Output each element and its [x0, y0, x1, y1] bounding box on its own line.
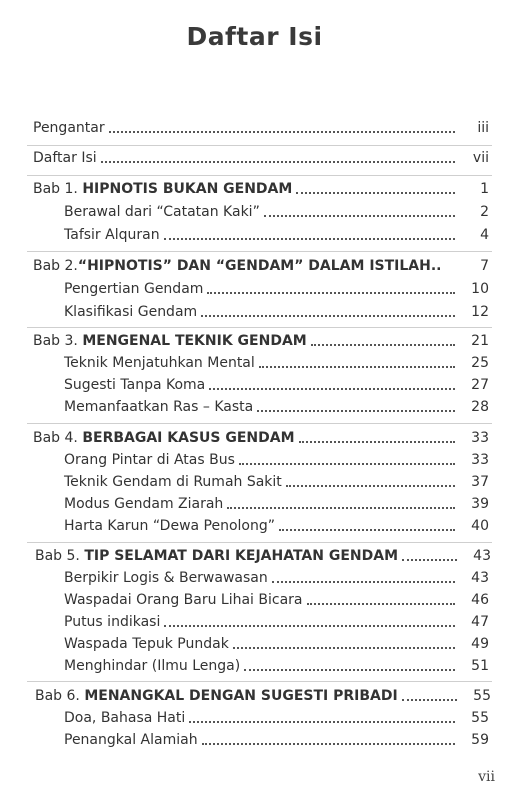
toc-entry-page: 39 — [471, 496, 489, 512]
section-divider — [27, 175, 492, 176]
dot-leader — [207, 292, 455, 294]
dot-leader — [233, 647, 455, 649]
chapter-title: MENGENAL TEKNIK GENDAM — [82, 333, 307, 349]
toc-entry-page: 43 — [473, 548, 491, 564]
dot-leader — [272, 581, 455, 583]
chapter-entry — [33, 428, 489, 448]
section-label: Tafsir Alquran — [64, 227, 160, 243]
chapter-entry — [35, 686, 491, 706]
chapter-entry — [33, 256, 489, 276]
toc-entry-page: 10 — [471, 281, 489, 297]
toc-entry-page: 37 — [471, 474, 489, 490]
toc-entry-page: 49 — [471, 636, 489, 652]
chapter-title: BERBAGAI KASUS GENDAM — [82, 430, 295, 446]
section-label: Berpikir Logis & Berwawasan — [64, 570, 268, 586]
section-entry — [64, 590, 489, 610]
chapter-title: HIPNOTIS BUKAN GENDAM — [82, 181, 293, 197]
section-label: Teknik Menjatuhkan Mental — [64, 355, 255, 371]
section-label: Berawal dari “Catatan Kaki” — [64, 204, 260, 220]
section-divider — [27, 251, 492, 252]
section-label: Harta Karun “Dewa Penolong” — [64, 518, 276, 534]
chapter-entry — [33, 179, 489, 199]
section-label: Putus indikasi — [64, 614, 161, 630]
dot-leader — [164, 238, 455, 240]
toc-entry-page: 40 — [471, 518, 489, 534]
section-entry — [64, 353, 489, 373]
chapter-label — [33, 179, 292, 199]
section-label: Menghindar (Ilmu Lenga) — [64, 658, 241, 674]
dot-leader — [189, 721, 455, 723]
chapter-number: Bab 1. — [33, 181, 83, 197]
toc-entry-page: 47 — [471, 614, 489, 630]
chapter-title: MENANGKAL DENGAN SUGESTI PRIBADI — [84, 688, 398, 704]
dot-leader — [311, 344, 455, 346]
chapter-number: Bab 5. — [35, 548, 85, 564]
chapter-number: Bab 3. — [33, 333, 83, 349]
toc-entry-page: iii — [477, 120, 489, 136]
chapter-number: Bab 4. — [33, 430, 83, 446]
section-entry — [64, 612, 489, 632]
section-label: Sugesti Tanpa Koma — [64, 377, 206, 393]
section-entry — [64, 302, 489, 322]
dot-leader — [296, 192, 455, 194]
section-entry — [64, 708, 489, 728]
section-label: Doa, Bahasa Hati — [64, 710, 186, 726]
toc-entry-page: 33 — [471, 430, 489, 446]
chapter-title: “HIPNOTIS” DAN “GENDAM” DALAM ISTILAH.. — [77, 258, 442, 274]
section-divider — [27, 327, 492, 328]
dot-leader — [257, 410, 455, 412]
dot-leader — [244, 669, 455, 671]
toc-entry-page: 43 — [471, 570, 489, 586]
chapter-label — [35, 546, 398, 566]
section-entry — [64, 225, 489, 245]
section-entry — [64, 397, 489, 417]
toc-entry-page: 21 — [471, 333, 489, 349]
toc-entry-page: 33 — [471, 452, 489, 468]
dot-leader — [239, 463, 455, 465]
section-label: Penangkal Alamiah — [64, 732, 198, 748]
section-label: Teknik Gendam di Rumah Sakit — [64, 474, 282, 490]
dot-leader — [101, 161, 455, 163]
dot-leader — [402, 559, 457, 561]
toc-entry-page: 59 — [471, 732, 489, 748]
dot-leader — [286, 485, 455, 487]
dot-leader — [279, 529, 455, 531]
section-entry — [64, 634, 489, 654]
page-title: Daftar Isi — [186, 22, 323, 51]
toc-entry-page: 51 — [471, 658, 489, 674]
section-entry — [64, 516, 489, 536]
chapter-label — [33, 428, 295, 448]
section-entry — [64, 375, 489, 395]
chapter-label — [33, 331, 307, 351]
chapter-entry — [35, 546, 491, 566]
toc-entry-page: 1 — [480, 181, 489, 197]
dot-leader — [264, 215, 455, 217]
chapter-number: Bab 2. — [33, 258, 78, 274]
dot-leader — [209, 388, 455, 390]
section-entry — [64, 202, 489, 222]
chapter-label — [35, 686, 398, 706]
section-entry — [64, 494, 489, 514]
toc-entry-page: 2 — [480, 204, 489, 220]
section-entry — [64, 656, 489, 676]
section-label: Waspadai Orang Baru Lihai Bicara — [64, 592, 303, 608]
toc-entry-page: 4 — [480, 227, 489, 243]
toc-entry — [33, 148, 489, 168]
section-label: Waspada Tepuk Pundak — [64, 636, 229, 652]
section-entry — [64, 730, 489, 750]
section-entry — [64, 472, 489, 492]
dot-leader — [299, 441, 455, 443]
toc-entry-page: 7 — [480, 258, 489, 274]
dot-leader — [307, 603, 455, 605]
toc-entry-page: 55 — [471, 710, 489, 726]
toc-entry-label: Pengantar — [33, 120, 105, 136]
toc-entry-page: 12 — [471, 304, 489, 320]
chapter-entry — [33, 331, 489, 351]
toc-entry-page: 55 — [473, 688, 491, 704]
section-label: Memanfaatkan Ras – Kasta — [64, 399, 254, 415]
dot-leader — [164, 625, 455, 627]
section-divider — [27, 145, 492, 146]
toc-entry-page: 25 — [471, 355, 489, 371]
toc-entry-page: 46 — [471, 592, 489, 608]
section-label: Modus Gendam Ziarah — [64, 496, 224, 512]
page-number: vii — [478, 769, 495, 785]
toc-entry-label: Daftar Isi — [33, 150, 97, 166]
section-entry — [64, 450, 489, 470]
section-divider — [27, 542, 492, 543]
section-divider — [27, 681, 492, 682]
dot-leader — [109, 131, 455, 133]
toc-entry — [33, 118, 489, 138]
section-divider — [27, 423, 492, 424]
dot-leader — [227, 507, 455, 509]
section-label: Klasifikasi Gendam — [64, 304, 198, 320]
chapter-label — [33, 256, 441, 276]
dot-leader — [402, 699, 457, 701]
toc-entry-page: 27 — [471, 377, 489, 393]
section-entry — [64, 279, 489, 299]
dot-leader — [202, 743, 455, 745]
section-label: Pengertian Gendam — [64, 281, 204, 297]
chapter-title: TIP SELAMAT DARI KEJAHATAN GENDAM — [84, 548, 399, 564]
chapter-number: Bab 6. — [35, 688, 85, 704]
section-entry — [64, 568, 489, 588]
dot-leader — [259, 366, 455, 368]
toc-entry-page: 28 — [471, 399, 489, 415]
dot-leader — [201, 315, 455, 317]
section-label: Orang Pintar di Atas Bus — [64, 452, 235, 468]
toc-entry-page: vii — [472, 150, 489, 166]
